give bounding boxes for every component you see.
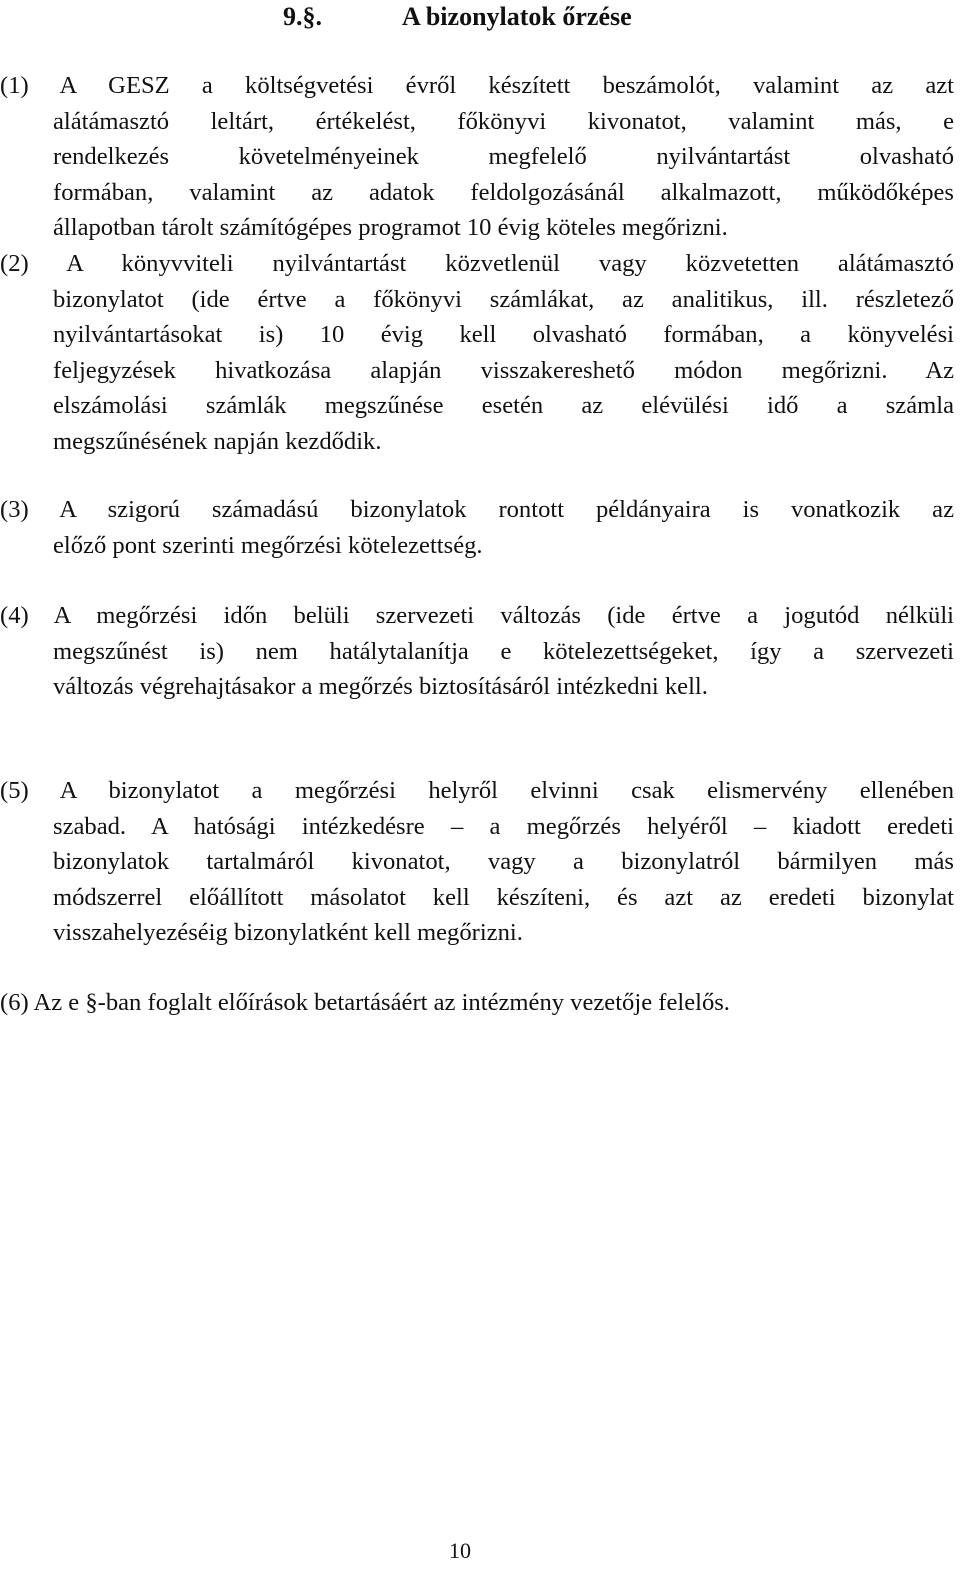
paragraph-line: rendelkezés követelményeinek megfelelő nyilvántartást olvasható (53, 143, 954, 171)
paragraph-5 (0, 773, 954, 951)
paragraph-line: állapotban tárolt számítógépes programot 10 évig köteles megőrizni. (53, 214, 728, 242)
paragraph-6 (0, 985, 954, 1021)
paragraph-line: megszűnésének napján kezdődik. (53, 427, 382, 455)
paragraph-line: alátámasztó leltárt, értékelést, főkönyvi kivonatot, valamint más, e (53, 107, 954, 135)
paragraph-line: (5) A bizonylatot a megőrzési helyről elvinni csak elismervény ellenében (0, 777, 954, 804)
section-title: A bizonylatok őrzése (402, 2, 632, 31)
paragraph-3 (0, 492, 954, 563)
paragraph-line: (2) A könyvviteli nyilvántartást közvetlenül vagy közvetetten alátámasztó (0, 250, 954, 277)
paragraph-line: előző pont szerinti megőrzési kötelezettség. (53, 531, 483, 559)
section-number: 9.§. (283, 2, 322, 31)
paragraph-line: változás végrehajtásakor a megőrzés biztosításáról intézkedni kell. (53, 673, 708, 701)
paragraph-line: (3) A szigorú számadású bizonylatok rontott példányaira is vonatkozik az (0, 496, 954, 523)
page-number: 10 (449, 1538, 471, 1563)
paragraph-line: (6) Az e §-ban foglalt előírások betartásáért az intézmény vezetője felelős. (0, 989, 730, 1016)
paragraph-4 (0, 598, 954, 705)
paragraph-line: feljegyzések hivatkozása alapján visszakereshető módon megőrizni. Az (53, 356, 954, 384)
paragraph-1 (0, 68, 954, 246)
paragraph-line: (1) A GESZ a költségvetési évről készített beszámolót, valamint az azt (0, 72, 954, 99)
paragraph-line: visszahelyezéséig bizonylatként kell megőrizni. (53, 919, 523, 947)
paragraph-line: megszűnést is) nem hatálytalanítja e kötelezettségeket, így a szervezeti (53, 637, 954, 665)
paragraph-line: (4) A megőrzési időn belüli szervezeti változás (ide értve a jogutód nélküli (0, 602, 954, 629)
paragraph-line: bizonylatok tartalmáról kivonatot, vagy a bizonylatról bármilyen más (53, 848, 954, 876)
paragraph-line: bizonylatot (ide értve a főkönyvi számlákat, az analitikus, ill. részletező (53, 285, 954, 313)
paragraph-line: módszerrel előállított másolatot kell készíteni, és azt az eredeti bizonylat (53, 883, 954, 911)
paragraph-line: elszámolási számlák megszűnése esetén az elévülési idő a számla (53, 392, 954, 420)
paragraph-2 (0, 246, 954, 460)
paragraph-line: nyilvántartásokat is) 10 évig kell olvasható formában, a könyvelési (53, 321, 954, 349)
paragraph-line: szabad. A hatósági intézkedésre – a megőrzés helyéről – kiadott eredeti (53, 812, 954, 840)
paragraph-line: formában, valamint az adatok feldolgozásánál alkalmazott, működőképes (53, 178, 954, 206)
